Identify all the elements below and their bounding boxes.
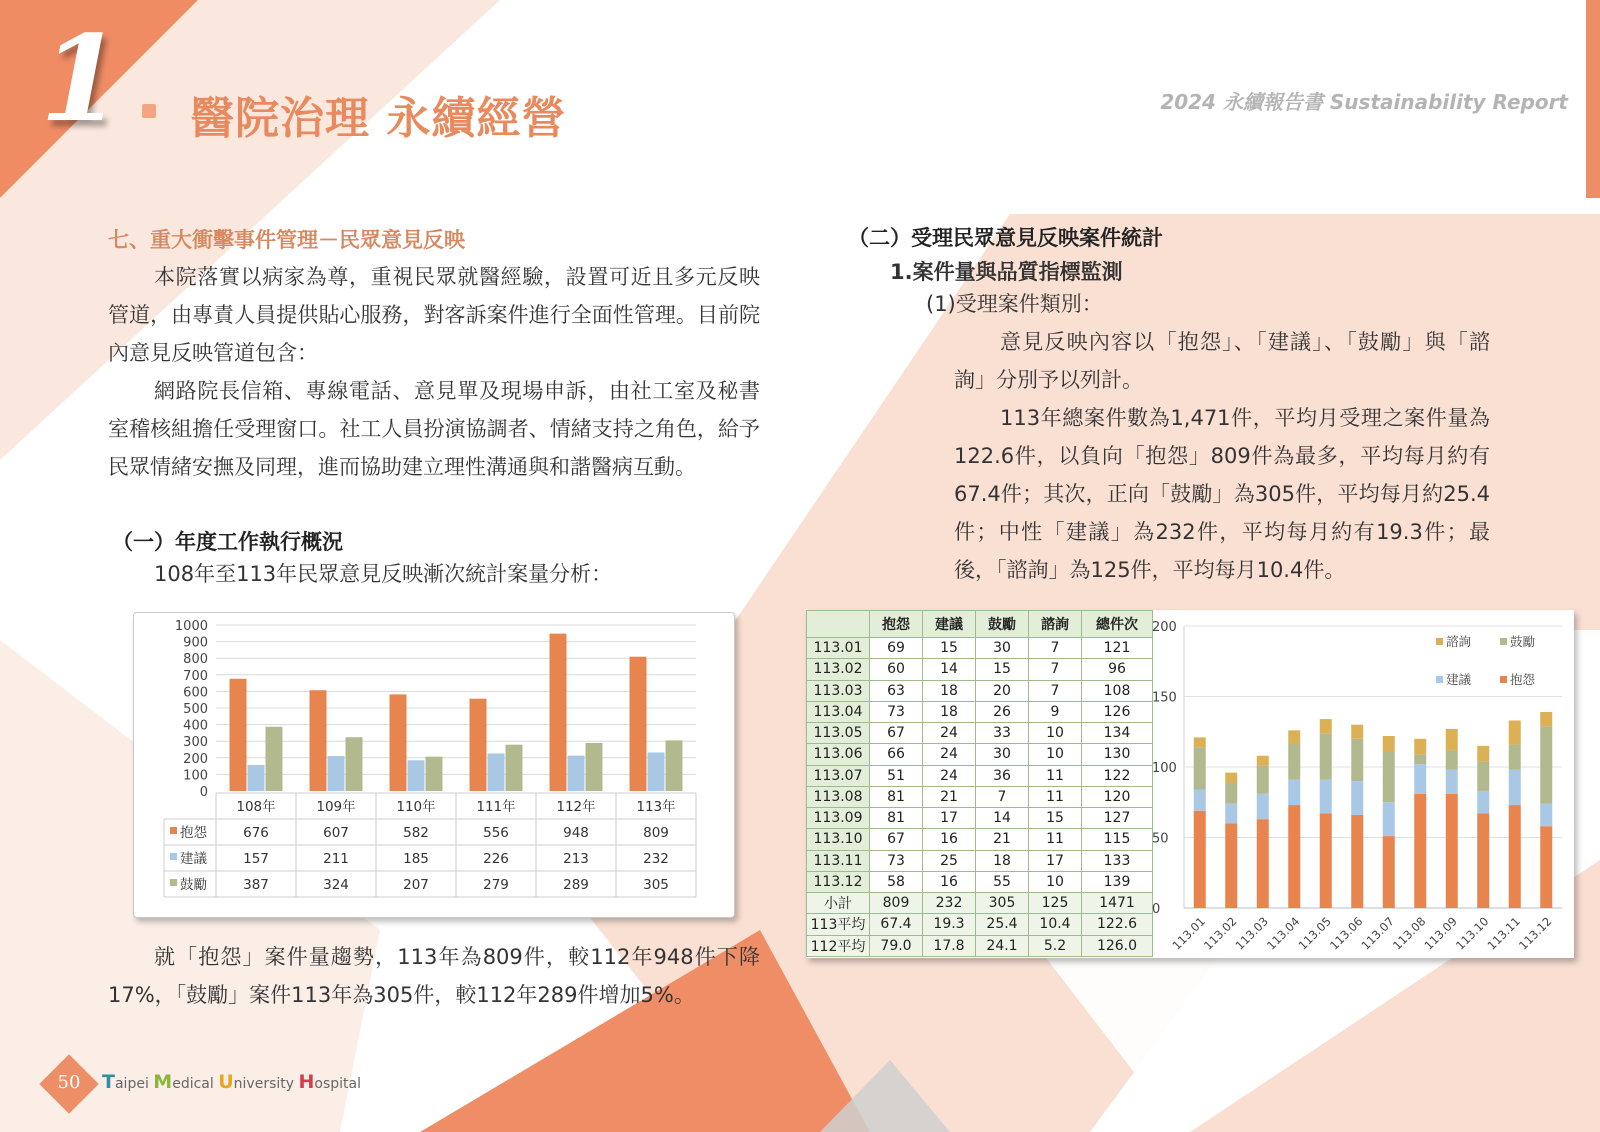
chapter-number: 1 [40, 9, 123, 148]
x-tick-label: 113.08 [1390, 914, 1429, 953]
bar-建議-108年 [248, 765, 265, 791]
table-cell: 113.12 [807, 871, 870, 892]
right-heading: （二）受理民眾意見反映案件統計 [848, 225, 1163, 250]
data-label: 289 [563, 877, 589, 893]
table-cell: 30 [976, 744, 1029, 765]
paragraph-statistics: 113年總案件數為1,471件，平均月受理之案件量為122.6件，以負向「抱怨」809件為最多，平均每月約有67.4件；其次，正向「鼓勵」為305件，平均每月約25.4件；中性「建議」為232件，平均每月約有19.3件；最後，「諮詢」為125件，平均每月10.4件。 [954, 406, 1490, 582]
data-label: 232 [643, 851, 669, 867]
stack-建議-113.08 [1414, 764, 1426, 794]
table-cell: 15 [923, 638, 976, 659]
stack-建議-113.12 [1540, 804, 1552, 827]
table-cell: 21 [976, 829, 1029, 850]
y-tick-label: 0 [199, 785, 208, 800]
stack-諮詢-113.10 [1477, 746, 1489, 762]
table-cell: 134 [1082, 723, 1153, 744]
table-cell: 113.06 [807, 744, 870, 765]
x-tick-label: 113.06 [1327, 914, 1366, 953]
y-tick-label: 700 [183, 668, 208, 684]
table-cell: 33 [976, 723, 1029, 744]
table-cell: 113.03 [807, 680, 870, 701]
x-tick-label: 113.05 [1295, 914, 1334, 953]
y-tick-label: 200 [1152, 620, 1177, 635]
data-label: 556 [483, 825, 509, 841]
table-cell: 133 [1082, 850, 1153, 871]
table-cell: 125 [1029, 893, 1082, 914]
y-tick-label: 0 [1152, 902, 1161, 917]
x-tick-label: 113.07 [1358, 914, 1397, 953]
stack-鼓勵-113.09 [1446, 750, 1458, 770]
table-cell: 7 [1029, 638, 1082, 659]
table-header-cell: 抱怨 [870, 611, 923, 638]
data-label: 226 [483, 851, 509, 867]
table-row [807, 701, 1153, 722]
table-cell: 18 [923, 701, 976, 722]
table-row [807, 744, 1153, 765]
stack-鼓勵-113.02 [1225, 783, 1237, 804]
table-cell: 113.02 [807, 659, 870, 680]
x-tick-label: 108年 [236, 799, 276, 815]
data-label: 948 [563, 825, 589, 841]
bar-抱怨-111年 [470, 699, 487, 791]
logo-initial: H [298, 1071, 315, 1093]
monthly-panel [806, 610, 1574, 958]
legend-label: 鼓勵 [180, 877, 207, 893]
table-cell: 809 [870, 893, 923, 914]
bar-抱怨-109年 [310, 690, 327, 791]
bar-建議-110年 [408, 760, 425, 791]
x-tick-label: 113.10 [1453, 914, 1492, 953]
stack-鼓勵-113.10 [1477, 761, 1489, 791]
stack-諮詢-113.11 [1509, 720, 1521, 744]
table-cell: 30 [976, 638, 1029, 659]
legend-swatch-抱怨 [170, 827, 177, 834]
bar-鼓勵-111年 [506, 745, 523, 791]
table-cell: 17 [923, 808, 976, 829]
table-row [807, 871, 1153, 892]
table-cell: 122.6 [1082, 914, 1153, 935]
x-tick-label: 113.11 [1484, 914, 1523, 953]
table-cell: 67.4 [870, 914, 923, 935]
stack-諮詢-113.06 [1351, 725, 1363, 739]
logo-word: niversity [233, 1076, 299, 1092]
x-tick-label: 113.03 [1232, 914, 1271, 953]
table-cell: 113平均 [807, 914, 870, 935]
stack-抱怨-113.07 [1383, 836, 1395, 908]
stack-抱怨-113.01 [1194, 811, 1206, 908]
table-cell: 18 [976, 850, 1029, 871]
table-cell: 10.4 [1029, 914, 1082, 935]
legend-label: 抱怨 [180, 825, 207, 841]
table-cell: 11 [1029, 765, 1082, 786]
table-cell: 113.11 [807, 850, 870, 871]
table-cell: 67 [870, 829, 923, 850]
legend-swatch-諮詢 [1436, 638, 1443, 645]
data-label: 809 [643, 825, 669, 841]
stack-鼓勵-113.12 [1540, 726, 1552, 804]
table-cell: 16 [923, 829, 976, 850]
table-row [807, 659, 1153, 680]
legend-swatch-建議 [170, 853, 177, 860]
subsection-title: （一）年度工作執行概況 [112, 529, 343, 554]
table-cell: 36 [976, 765, 1029, 786]
table-row [807, 808, 1153, 829]
data-label: 207 [403, 877, 429, 893]
data-label: 213 [563, 851, 589, 867]
table-cell: 126 [1082, 701, 1153, 722]
stack-鼓勵-113.06 [1351, 739, 1363, 781]
table-cell: 55 [976, 871, 1029, 892]
stack-諮詢-113.08 [1414, 739, 1426, 755]
table-cell: 79.0 [870, 935, 923, 956]
stack-建議-113.05 [1320, 780, 1332, 814]
y-tick-label: 900 [183, 635, 208, 651]
x-tick-label: 113.04 [1264, 914, 1303, 953]
stack-鼓勵-113.03 [1257, 766, 1269, 794]
table-cell: 73 [870, 701, 923, 722]
table-cell: 122 [1082, 765, 1153, 786]
table-cell: 1471 [1082, 893, 1153, 914]
y-tick-label: 600 [183, 685, 208, 701]
table-cell: 120 [1082, 786, 1153, 807]
table-cell: 113.07 [807, 765, 870, 786]
bar-鼓勵-108年 [266, 727, 283, 791]
stack-鼓勵-113.07 [1383, 751, 1395, 802]
data-label: 582 [403, 825, 429, 841]
stack-鼓勵-113.01 [1194, 747, 1206, 789]
bar-抱怨-110年 [390, 694, 407, 791]
stack-諮詢-113.09 [1446, 729, 1458, 750]
table-row [807, 723, 1153, 744]
data-label: 185 [403, 851, 429, 867]
table-cell: 81 [870, 786, 923, 807]
table-cell: 24 [923, 744, 976, 765]
stack-鼓勵-113.08 [1414, 754, 1426, 764]
x-tick-label: 109年 [316, 799, 356, 815]
stack-抱怨-113.02 [1225, 823, 1237, 908]
bar-抱怨-108年 [230, 679, 247, 791]
table-header-cell: 建議 [923, 611, 976, 638]
table-row [807, 829, 1153, 850]
stack-抱怨-113.06 [1351, 815, 1363, 908]
table-cell: 7 [1029, 659, 1082, 680]
table-cell: 63 [870, 680, 923, 701]
table-cell: 73 [870, 850, 923, 871]
table-cell: 305 [976, 893, 1029, 914]
stack-建議-113.07 [1383, 802, 1395, 836]
legend-label: 建議 [1446, 672, 1472, 687]
stack-諮詢-113.03 [1257, 756, 1269, 766]
bar-鼓勵-113年 [666, 740, 683, 791]
stack-抱怨-113.03 [1257, 819, 1269, 908]
table-row [807, 638, 1153, 659]
annual-bar-chart [134, 613, 734, 917]
table-cell: 24 [923, 723, 976, 744]
stack-建議-113.09 [1446, 770, 1458, 794]
table-cell: 232 [923, 893, 976, 914]
table-cell: 7 [1029, 680, 1082, 701]
table-cell: 15 [976, 659, 1029, 680]
stack-鼓勵-113.04 [1288, 743, 1300, 780]
stack-抱怨-113.05 [1320, 814, 1332, 908]
legend-label: 鼓勵 [1510, 634, 1536, 649]
stack-建議-113.02 [1225, 804, 1237, 824]
x-tick-label: 113.09 [1421, 914, 1460, 953]
table-cell: 24.1 [976, 935, 1029, 956]
data-label: 676 [243, 825, 269, 841]
table-cell: 15 [1029, 808, 1082, 829]
monthly-data-table [806, 610, 1153, 957]
bar-鼓勵-109年 [346, 737, 363, 791]
stack-諮詢-113.04 [1288, 730, 1300, 743]
table-cell: 19.3 [923, 914, 976, 935]
stack-抱怨-113.08 [1414, 794, 1426, 908]
bar-鼓勵-110年 [426, 757, 443, 791]
stack-抱怨-113.09 [1446, 794, 1458, 908]
right-edge-bar [1586, 0, 1600, 198]
table-cell: 112平均 [807, 935, 870, 956]
table-cell: 10 [1029, 871, 1082, 892]
y-tick-label: 800 [183, 652, 208, 668]
right-item-heading: (1)受理案件類別： [926, 292, 1103, 316]
x-tick-label: 113.02 [1201, 914, 1240, 953]
bar-抱怨-113年 [630, 657, 647, 791]
x-tick-label: 110年 [396, 799, 436, 815]
paragraph-categories: 意見反映內容以「抱怨」、「建議」、「鼓勵」與「諮詢」分別予以列計。 [954, 330, 1490, 392]
stack-抱怨-113.04 [1288, 805, 1300, 908]
chapter-title: 醫院治理 永續經營 [190, 93, 567, 144]
y-tick-label: 400 [183, 718, 208, 734]
table-row [807, 914, 1153, 935]
x-tick-label: 113.01 [1169, 914, 1208, 953]
stack-抱怨-113.10 [1477, 814, 1489, 908]
table-header-row [807, 611, 1153, 638]
table-cell: 17.8 [923, 935, 976, 956]
stack-建議-113.01 [1194, 790, 1206, 811]
data-label: 279 [483, 877, 509, 893]
table-header-cell [807, 611, 870, 638]
y-tick-label: 500 [183, 702, 208, 717]
y-tick-label: 50 [1152, 831, 1169, 847]
table-cell: 96 [1082, 659, 1153, 680]
table-cell: 113.10 [807, 829, 870, 850]
table-row [807, 935, 1153, 956]
stack-鼓勵-113.05 [1320, 733, 1332, 780]
table-cell: 14 [976, 808, 1029, 829]
subsection-text: 108年至113年民眾意見反映漸次統計案量分析： [154, 562, 613, 586]
bar-抱怨-112年 [550, 634, 567, 791]
stack-抱怨-113.11 [1509, 805, 1521, 908]
table-cell: 24 [923, 765, 976, 786]
stack-諮詢-113.02 [1225, 773, 1237, 783]
table-cell: 60 [870, 659, 923, 680]
x-tick-label: 111年 [476, 799, 516, 815]
data-label: 607 [323, 825, 349, 841]
table-cell: 127 [1082, 808, 1153, 829]
bar-鼓勵-112年 [586, 743, 603, 791]
table-cell: 69 [870, 638, 923, 659]
paragraph-channels: 網路院長信箱、專線電話、意見單及現場申訴，由社工室及秘書室稽核組擔任受理窗口。社工人員扮演協調者、情緒支持之角色，給予民眾情緒安撫及同理，進而協助建立理性溝通與和諧醫病互動。 [108, 379, 760, 479]
table-cell: 67 [870, 723, 923, 744]
table-cell: 10 [1029, 723, 1082, 744]
data-label: 387 [243, 877, 269, 893]
table-header-cell: 鼓勵 [976, 611, 1029, 638]
table-cell: 130 [1082, 744, 1153, 765]
table-cell: 18 [923, 680, 976, 701]
table-header-cell: 諮詢 [1029, 611, 1082, 638]
table-row [807, 786, 1153, 807]
y-tick-label: 100 [1152, 761, 1177, 776]
stack-諮詢-113.07 [1383, 736, 1395, 752]
table-row [807, 765, 1153, 786]
section-title: 七、重大衝擊事件管理－民眾意見反映 [108, 228, 465, 252]
y-tick-label: 200 [183, 751, 208, 767]
legend-swatch-鼓勵 [170, 879, 177, 886]
bar-建議-113年 [648, 752, 665, 791]
legend-swatch-抱怨 [1500, 676, 1507, 683]
stack-抱怨-113.12 [1540, 826, 1552, 908]
table-cell: 115 [1082, 829, 1153, 850]
data-label: 211 [323, 851, 349, 867]
x-tick-label: 112年 [556, 799, 596, 815]
table-cell: 20 [976, 680, 1029, 701]
table-cell: 7 [976, 786, 1029, 807]
stack-諮詢-113.05 [1320, 719, 1332, 733]
bar-建議-109年 [328, 756, 345, 791]
table-cell: 26 [976, 701, 1029, 722]
stack-建議-113.06 [1351, 781, 1363, 815]
table-row [807, 893, 1153, 914]
logo-word: aipei [114, 1076, 154, 1092]
legend-swatch-建議 [1436, 676, 1443, 683]
table-cell: 25.4 [976, 914, 1029, 935]
table-cell: 21 [923, 786, 976, 807]
stack-建議-113.10 [1477, 791, 1489, 814]
table-cell: 11 [1029, 829, 1082, 850]
bar-建議-111年 [488, 753, 505, 791]
table-header-cell: 總件次 [1082, 611, 1153, 638]
table-cell: 14 [923, 659, 976, 680]
data-label: 305 [643, 877, 669, 893]
table-cell: 66 [870, 744, 923, 765]
paragraph-intro: 本院落實以病家為尊，重視民眾就醫經驗，設置可近且多元反映管道，由專責人員提供貼心服務，對客訴案件進行全面性管理。目前院內意見反映管道包含： [108, 265, 760, 365]
table-cell: 113.04 [807, 701, 870, 722]
page-number: 50 [57, 1072, 81, 1093]
report-title: 2024 永續報告書 Sustainability Report [1160, 90, 1568, 114]
table-cell: 小計 [807, 893, 870, 914]
bar-建議-112年 [568, 756, 585, 791]
table-cell: 16 [923, 871, 976, 892]
stack-諮詢-113.01 [1194, 737, 1206, 747]
logo-initial: M [153, 1071, 173, 1093]
table-cell: 9 [1029, 701, 1082, 722]
y-tick-label: 100 [183, 768, 208, 784]
y-tick-label: 300 [183, 735, 208, 751]
stack-建議-113.11 [1509, 770, 1521, 805]
table-cell: 139 [1082, 871, 1153, 892]
table-row [807, 680, 1153, 701]
table-cell: 25 [923, 850, 976, 871]
table-cell: 11 [1029, 786, 1082, 807]
stack-鼓勵-113.11 [1509, 744, 1521, 769]
table-cell: 58 [870, 871, 923, 892]
paragraph-trend: 就「抱怨」案件量趨勢，113年為809件，較112年948件下降17%，「鼓勵」案件113年為305件，較112年289件增加5%。 [108, 945, 760, 1007]
table-cell: 5.2 [1029, 935, 1082, 956]
table-cell: 108 [1082, 680, 1153, 701]
logo-word: edical [172, 1076, 219, 1092]
table-cell: 17 [1029, 850, 1082, 871]
table-cell: 113.09 [807, 808, 870, 829]
hospital-logo-text [102, 1071, 361, 1093]
legend-swatch-鼓勵 [1500, 638, 1507, 645]
stack-建議-113.04 [1288, 780, 1300, 805]
stack-諮詢-113.12 [1540, 712, 1552, 726]
table-cell: 10 [1029, 744, 1082, 765]
table-cell: 113.05 [807, 723, 870, 744]
x-tick-label: 113年 [636, 799, 676, 815]
x-tick-label: 113.12 [1516, 914, 1555, 953]
chapter-dot [142, 104, 156, 118]
table-cell: 121 [1082, 638, 1153, 659]
annual-chart-panel [133, 612, 735, 918]
table-cell: 81 [870, 808, 923, 829]
table-cell: 113.08 [807, 786, 870, 807]
legend-label: 諮詢 [1446, 634, 1472, 649]
table-cell: 126.0 [1082, 935, 1153, 956]
logo-initial: U [218, 1071, 234, 1093]
monthly-stacked-chart [1144, 610, 1574, 958]
table-cell: 113.01 [807, 638, 870, 659]
stack-建議-113.03 [1257, 794, 1269, 819]
legend-label: 建議 [180, 851, 207, 867]
logo-word: ospital [314, 1076, 361, 1092]
data-label: 157 [243, 851, 269, 867]
legend-label: 抱怨 [1510, 672, 1536, 687]
right-subheading: 1.案件量與品質指標監測 [890, 260, 1123, 284]
y-tick-label: 150 [1152, 690, 1177, 706]
y-tick-label: 1000 [174, 619, 208, 634]
table-cell: 51 [870, 765, 923, 786]
data-label: 324 [323, 877, 349, 893]
logo-initial: T [102, 1071, 115, 1093]
table-row [807, 850, 1153, 871]
